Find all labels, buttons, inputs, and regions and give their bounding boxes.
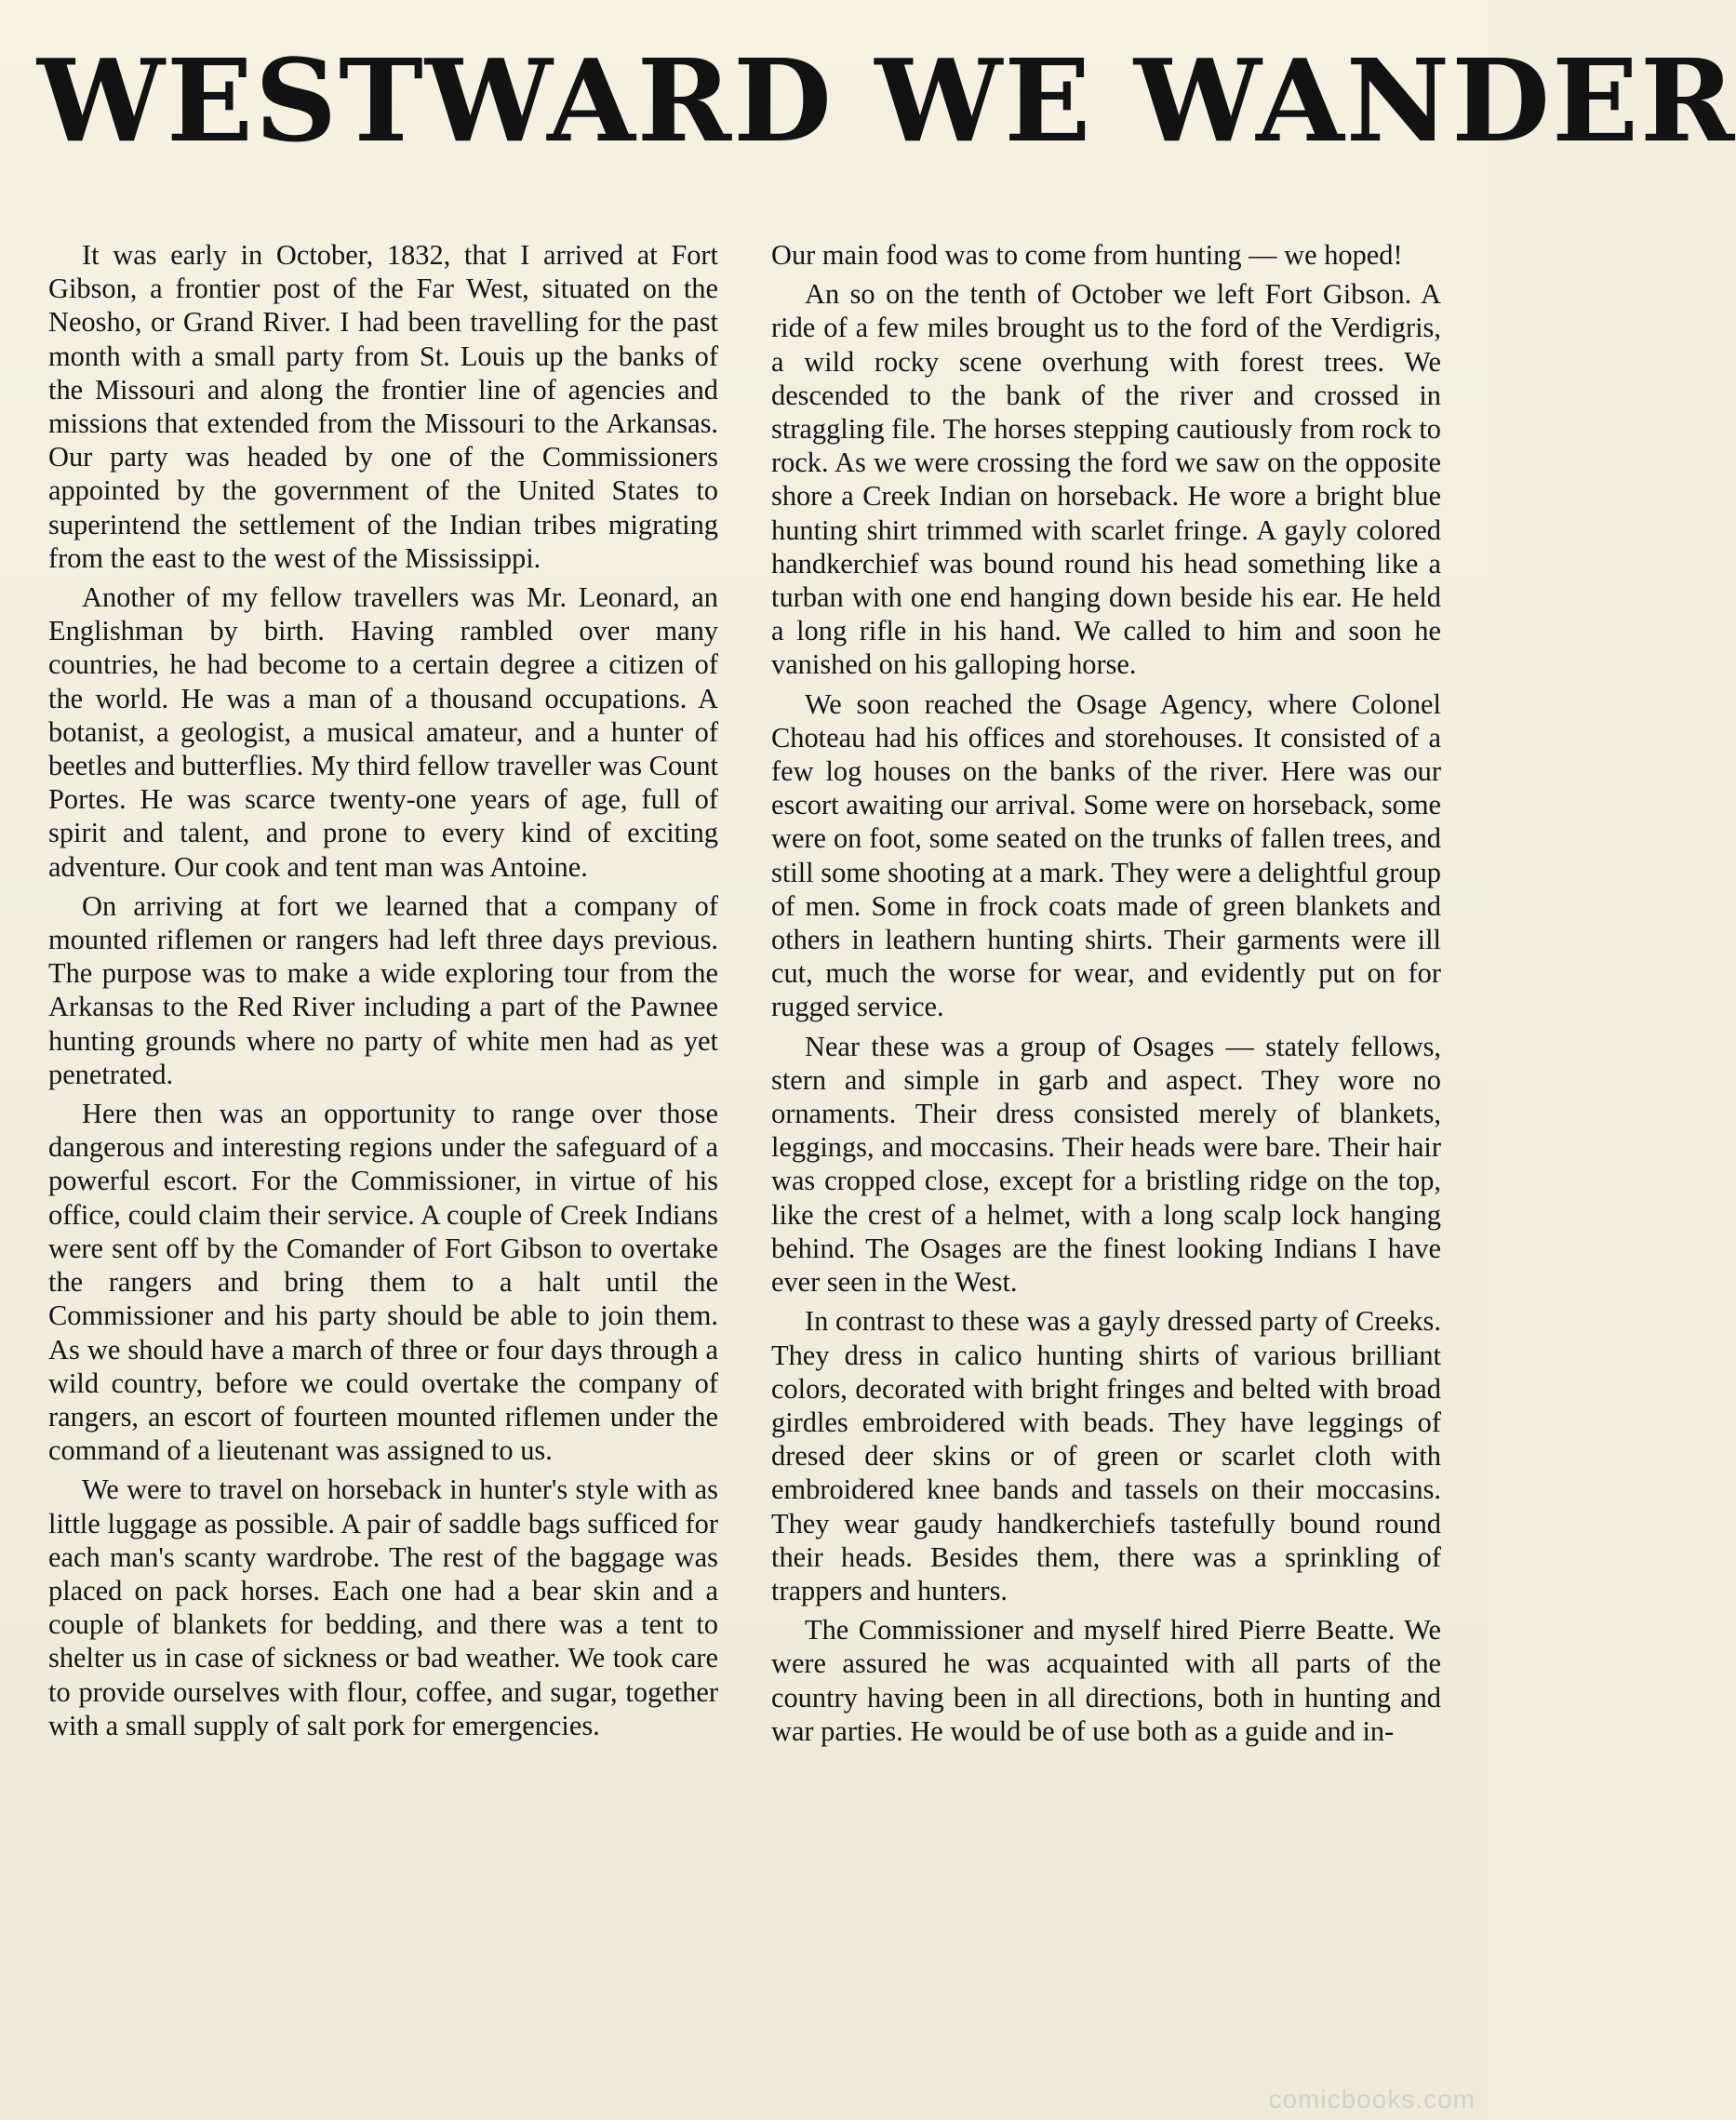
- paragraph: It was early in October, 1832, that I arrived at Fort Gibson, a frontier post of the Far West, situated on the Neosho, or Grand River. I had been travelling for the past month with a small party from St. Louis up the banks of the Missouri and along the frontier line of agencies and missions that extended from the Missouri to the Arkansas. Our party was headed by one of the Commissioners appointed by the government of the United States to superintend the settlement of the Indian tribes migrating from the east to the west of the Mississippi.: [48, 239, 718, 574]
- paragraph: Another of my fellow travellers was Mr. Leonard, an Englishman by birth. Having rambled over many countries, he had become to a certain degree a citizen of the world. He was a man of a thousand occupations. A botanist, a geologist, a musical amateur, and a hunter of beetles and butterflies. My third fellow traveller was Count Portes. He was scarce twenty-one years of age, full of spirit and talent, and prone to every kind of exciting adventure. Our cook and tent man was Antoine.: [48, 581, 718, 883]
- paragraph: On arriving at fort we learned that a company of mounted riflemen or rangers had left three days previous. The purpose was to make a wide exploring tour from the Arkansas to the Red River including a part of the Pawnee hunting grounds where no party of white men had as yet penetrated.: [48, 889, 718, 1090]
- right-column: [771, 238, 1441, 1753]
- paragraph: In contrast to these was a gayly dressed party of Creeks. They dress in calico hunting shirts of various brilliant colors, decorated with bright fringes and belted with broad girdles embroidered with beads. They have leggings of dresed deer skins or of green or scarlet cloth with embroidered knee bands and tassels on their moccasins. They wear gaudy handkerchiefs tastefully bound round their heads. Besides them, there was a sprinkling of trappers and hunters.: [771, 1305, 1441, 1607]
- watermark: comicbooks.com: [1268, 2085, 1476, 2113]
- paragraph: We soon reached the Osage Agency, where Colonel Choteau had his offices and storehouses. It consisted of a few log houses on the banks of the river. Here was our escort awaiting our arrival. Some were on horseback, some were on foot, some seated on the trunks of fallen trees, and still some shooting at a mark. They were a delightful group of men. Some in frock coats made of green blankets and others in leathern hunting shirts. Their garments were ill cut, much the worse for wear, and evidently put on for rugged service.: [771, 687, 1441, 1023]
- paragraph-continuation: Our main food was to come from hunting — we hoped!: [771, 239, 1403, 271]
- left-column: [48, 238, 718, 1748]
- paragraph: We were to travel on horseback in hunter's style with as little luggage as possible. A pair of saddle bags sufficed for each man's scanty wardrobe. The rest of the baggage was placed on pack horses. Each one had a bear skin and a couple of blankets for bedding, and there was a tent to shelter us in case of sickness or bad weather. We took care to provide ourselves with flour, coffee, and sugar, together with a small supply of salt pork for emergencies.: [48, 1473, 718, 1741]
- page-title: WESTWARD WE WANDER: [37, 33, 1736, 167]
- paragraph: Near these was a group of Osages — stately fellows, stern and simple in garb and aspect. They wore no ornaments. Their dress consisted merely of blankets, leggings, and moccasins. Their heads were bare. Their hair was cropped close, except for a bristling ridge on the top, like the crest of a helmet, with a long scalp lock hanging behind. The Osages are the finest looking Indians I have ever seen in the West.: [771, 1030, 1441, 1299]
- paragraph: Here then was an opportunity to range over those dangerous and interesting regions under the safeguard of a powerful escort. For the Commissioner, in virtue of his office, could claim their service. A couple of Creek Indians were sent off by the Comander of Fort Gibson to overtake the rangers and bring them to a halt until the Commissioner and his party should be able to join them. As we should have a march of three or four days through a wild country, before we could overtake the company of rangers, an escort of fourteen mounted riflemen under the command of a lieutenant was assigned to us.: [48, 1098, 718, 1467]
- paragraph: An so on the tenth of October we left Fort Gibson. A ride of a few miles brought us to the ford of the Verdigris, a wild rocky scene overhung with forest trees. We descended to the bank of the river and crossed in straggling file. The horses stepping cautiously from rock to rock. As we were crossing the ford we saw on the opposite shore a Creek Indian on horseback. He wore a bright blue hunting shirt trimmed with scarlet fringe. A gayly colored handkerchief was bound round his head something like a turban with one end hanging down beside his ear. He held a long rifle in his hand. We called to him and soon he vanished on his galloping horse.: [771, 278, 1441, 681]
- paragraph: The Commissioner and myself hired Pierre Beatte. We were assured he was acquainted with all parts of the country having been in all directions, both in hunting and war parties. He would be of use both as a guide and in-: [771, 1614, 1441, 1747]
